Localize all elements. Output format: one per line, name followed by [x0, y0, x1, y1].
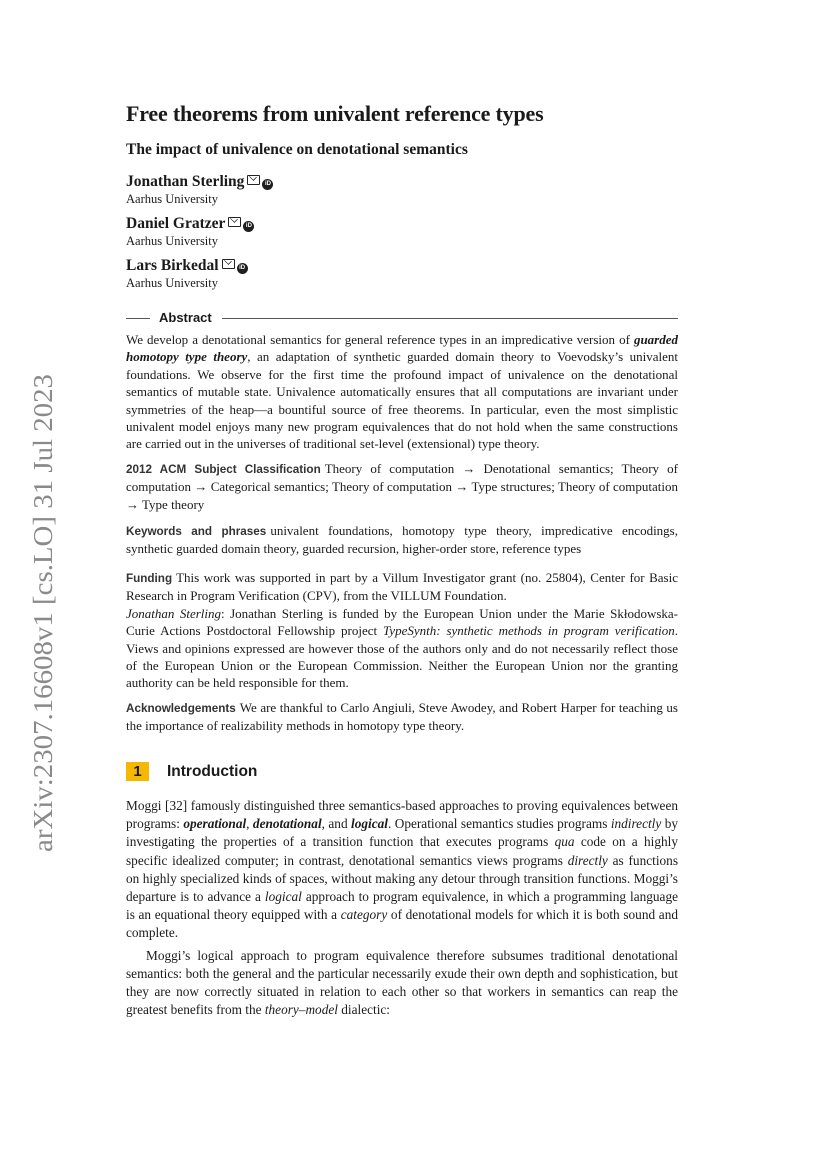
email-icon[interactable] [222, 259, 235, 269]
abstract-heading: Abstract [126, 310, 678, 326]
emphasis: guarded homotopy type theory [126, 332, 678, 365]
section-number: 1 [126, 762, 149, 781]
author-affiliation: Aarhus University [126, 192, 218, 206]
keywords-label: Keywords and phrases [126, 525, 267, 538]
author-contact-icons [247, 172, 273, 190]
intro-body [126, 797, 678, 1019]
abstract-text: We develop a denotational semantics for general reference types in an impredicative version of guarded homotopy type theory, an adaptation of synthetic guarded domain theory to Voevodsky’s univalent foundations. We observe for the first time the profound impact of univalence on the denotational semantics of mutable state. Univalence automatically ensures that all computations are invariant under symmetries of the heap—a bountiful source of free theorems. In particular, even the most simplistic univalent model enjoys many new program equivalences that do not hold when the same constructions are carried out in the universes of traditional set-level (extensional) type theory. [126, 332, 679, 452]
paragraph: Moggi’s logical approach to program equivalence therefore subsumes traditional denotational semantics: both the general and the particular necessarily exude their own depth and sophistication, but they are now correctly situated in relation to each other so that workers in semantics can reap the greatest benefits from the theory–model dialectic: [126, 947, 678, 1018]
paper-subtitle: The impact of univalence on denotational semantics [126, 141, 468, 158]
rule [126, 318, 150, 319]
author-contact-icons [228, 214, 254, 232]
email-icon[interactable] [228, 217, 241, 227]
funding: Funding This work was supported in part by a Villum Investigator grant (no. 25804), Center for Basic Research in Program Verification (CPV), from the VILLUM Foundation. Jonathan Sterling: Jonathan Sterling is funded by the European Union under the Marie Skłodowska-Curie Actions Postdoctoral Fellowship project TypeSynth: synthetic methods in program verification. Views and opinions expressed are however those of the authors only and do not necessarily reflect those of the European Union or the European Commission. Neither the European Union nor the granting authority can be held responsible for them. [126, 570, 678, 691]
rule [222, 318, 678, 319]
author-name: Jonathan Sterling iD [126, 172, 273, 191]
section-heading [126, 762, 678, 782]
keywords: Keywords and phrases univalent foundations, homotopy type theory, impredicative encodings, synthetic guarded domain theory, guarded recursion, higher-order store, reference types [126, 523, 678, 557]
paragraph: Moggi [32] famously distinguished three semantics-based approaches to proving equivalences between programs: operational, denotational, and logical. Operational semantics studies programs indirectly by investigating the properties of a transition function that executes programs qua code on a highly specific idealized computer; in contrast, denotational semantics views programs directly as functions on highly specialized kinds of spaces, without making any detour through transition functions. Moggi’s departure is to advance a logical approach to program equivalence, in which a programming language is an equational theory equipped with a category of denotational models for which it is both sound and complete. [126, 798, 679, 941]
acknowledgements-label: Acknowledgements [126, 702, 236, 715]
paper-title: Free theorems from univalent reference types [126, 101, 544, 126]
acm-label: 2012 ACM Subject Classification [126, 463, 321, 476]
author-contact-icons [222, 256, 248, 274]
funded-person: Jonathan Sterling [126, 605, 222, 621]
author-name: Lars Birkedal iD [126, 256, 248, 275]
orcid-icon[interactable]: iD [262, 179, 273, 190]
author-name: Daniel Gratzer iD [126, 214, 254, 233]
author-affiliation: Aarhus University [126, 234, 218, 248]
funding-label: Funding [126, 572, 173, 585]
arxiv-identifier: arXiv:2307.16608v1 [cs.LO] 31 Jul 2023 [28, 405, 58, 852]
author-affiliation: Aarhus University [126, 276, 218, 290]
email-icon[interactable] [247, 175, 260, 185]
acm-classification: 2012 ACM Subject Classification Theory of computation → Denotational semantics; Theory of computation → Categorical semantics; Theory of computation → Type structures; Theory of computation → Type theory [126, 461, 678, 512]
arxiv-sidebar-stamp [22, 374, 62, 854]
orcid-icon[interactable]: iD [243, 221, 254, 232]
project-name: TypeSynth: synthetic methods in program verification [383, 623, 675, 639]
acknowledgements: Acknowledgements We are thankful to Carlo Angiuli, Steve Awodey, and Robert Harper for teaching us the importance of realizability methods in homotopy type theory. [126, 700, 678, 734]
section-title: Introduction [167, 763, 258, 780]
orcid-icon[interactable]: iD [237, 263, 248, 274]
